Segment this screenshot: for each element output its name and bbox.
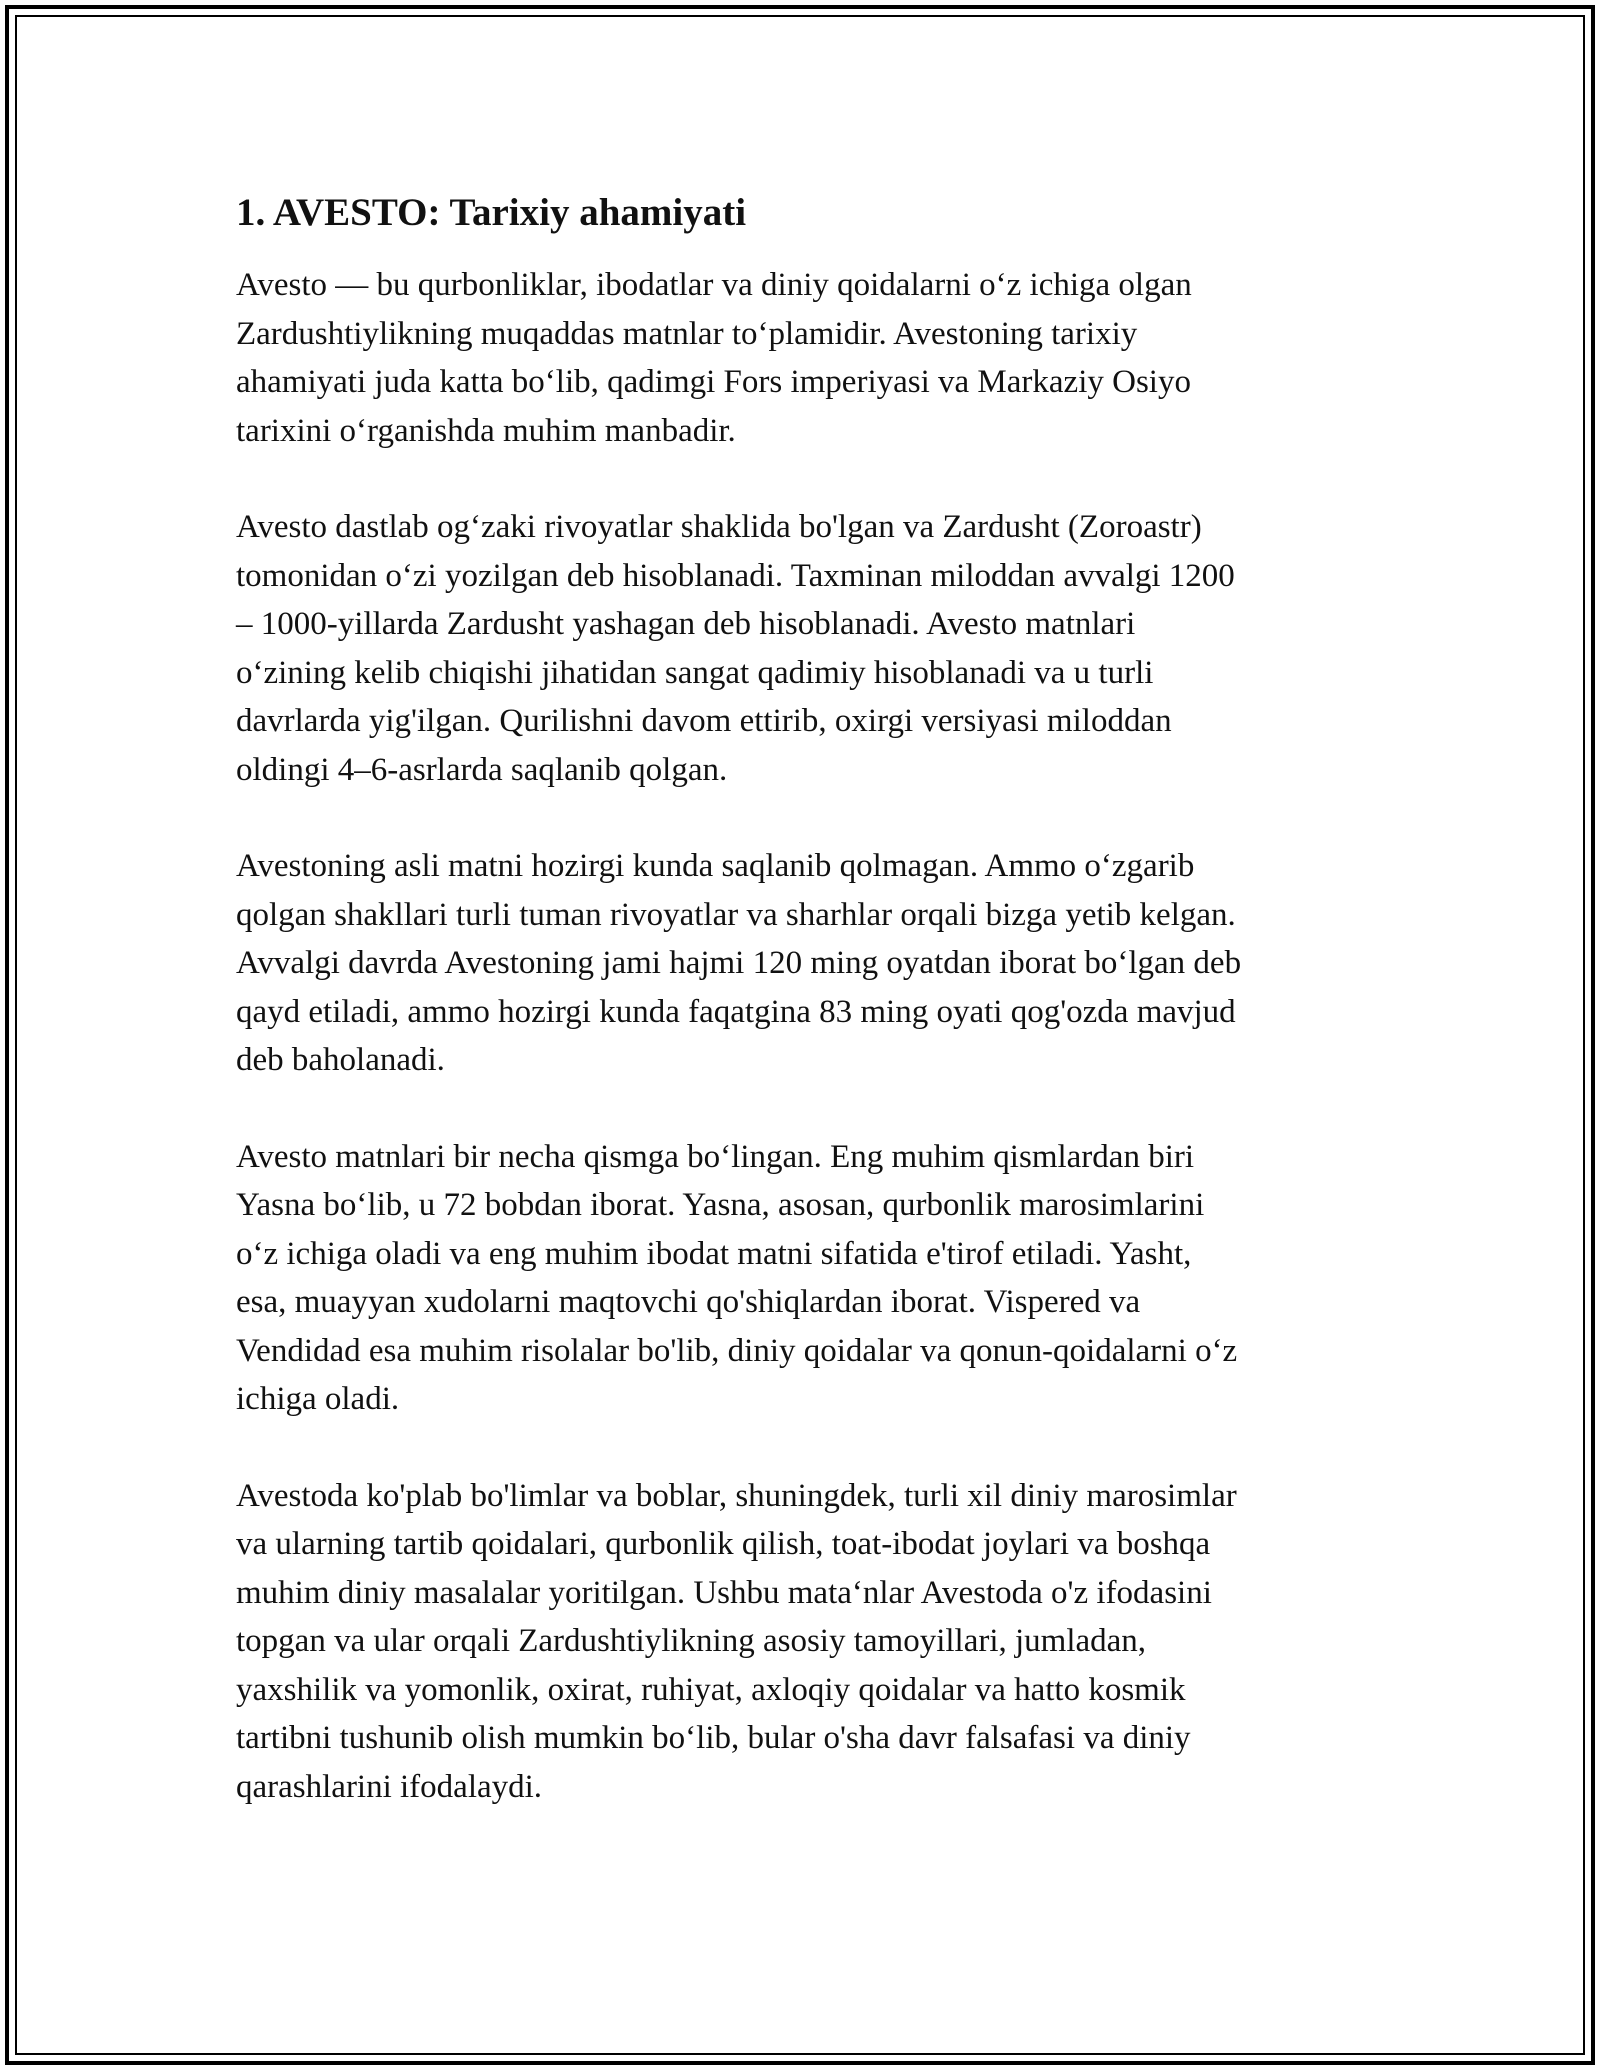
paragraph-1: Avesto — bu qurbonliklar, ibodatlar va diniy qoidalarni o‘z ichiga olgan Zardushtiylikning muqaddas matnlar to‘plamidir. Avestoning tarixiy ahamiyati juda katta bo‘lib, qadimgi Fors imperiyasi va Markaziy Osiyo tarixini o‘rganishda muhim manbadir. [236, 267, 1192, 449]
document-body [236, 185, 1366, 1859]
paragraph-4: Avesto matnlari bir necha qismga bo‘lingan. Eng muhim qismlardan biri Yasna bo‘lib, u 72 bobdan iborat. Yasna, asosan, qurbonlik marosimlarini o‘z ichiga oladi va eng muhim ibodat matni sifatida e'tirof etiladi. Yasht, esa, muayyan xudolarni maqtovchi qo'shiqlardan iborat. Vispered va Vendidad esa muhim risolalar bo'lib, diniy qoidalar va qonun-qoidalarni o‘z ichiga oladi. [236, 1138, 1238, 1417]
paragraph-3: Avestoning asli matni hozirgi kunda saqlanib qolmagan. Ammo o‘zgarib qolgan shakllari turli tuman rivoyatlar va sharhlar orqali bizga yetib kelgan. Avvalgi davrda Avestoning jami hajmi 120 ming oyatdan iborat bo‘lgan deb qayd etiladi, ammo hozirgi kunda faqatgina 83 ming oyati qog'ozda mavjud deb baholanadi. [236, 848, 1242, 1078]
paragraph-2: Avesto dastlab og‘zaki rivoyatlar shaklida bo'lgan va Zardusht (Zoroastr) tomonidan o‘zi yozilgan deb hisoblanadi. Taxminan miloddan avvalgi 1200 – 1000-yillarda Zardusht yashagan deb hisoblanadi. Avesto matnlari o‘zining kelib chiqishi jihatidan sangat qadimiy hisoblanadi va u turli davrlarda yig'ilgan. Qurilishni davom ettirib, oxirgi versiyasi miloddan oldingi 4–6-asrlarda saqlanib qolgan. [236, 509, 1235, 788]
document-title: 1. AVESTO: Tarixiy ahamiyati [236, 191, 747, 234]
paragraph-5: Avestoda ko'plab bo'limlar va boblar, shuningdek, turli xil diniy marosimlar va ularning tartib qoidalari, qurbonlik qilish, toat-ibodat joylari va boshqa muhim diniy masalalar yoritilgan. Ushbu mata‘nlar Avestoda o'z ifodasini topgan va ular orqali Zardushtiylikning asosiy tamoyillari, jumladan, yaxshilik va yomonlik, oxirat, ruhiyat, axloqiy qoidalar va hatto kosmik tartibni tushunib olish mumkin bo‘lib, bular o'sha davr falsafasi va diniy qarashlarini ifodalaydi. [236, 1477, 1237, 1805]
